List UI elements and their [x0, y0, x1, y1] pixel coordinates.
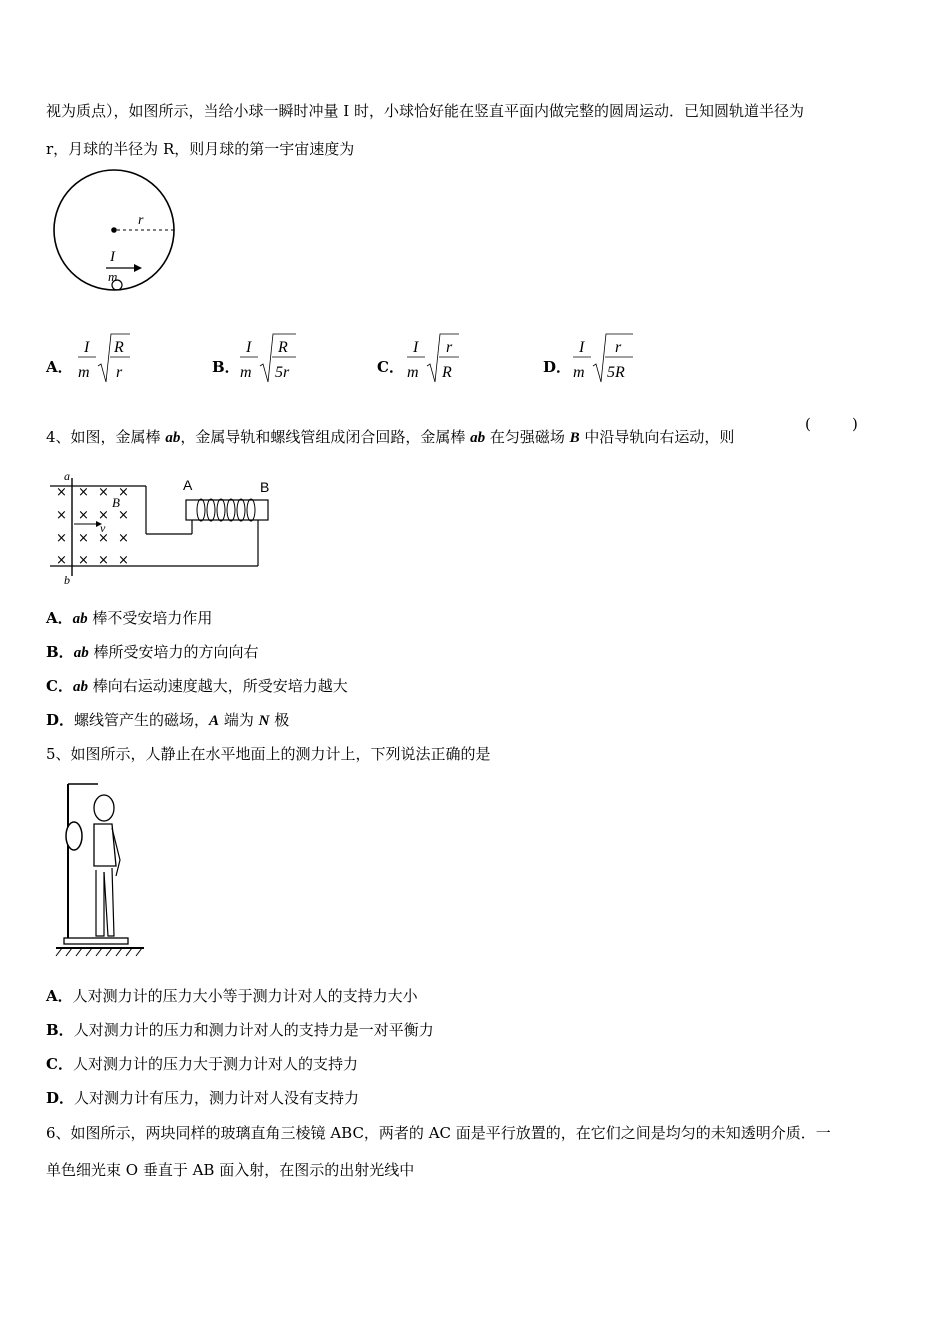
svg-text:I: I [246, 339, 252, 356]
svg-text:×: × [98, 508, 109, 523]
scale-dial [66, 822, 82, 850]
svg-text:m: m [240, 364, 252, 381]
svg-text:×: × [118, 508, 129, 523]
svg-text:×: × [98, 485, 109, 500]
svg-text:R: R [114, 339, 124, 356]
impulse-label: I [110, 249, 115, 265]
rod-end-b-label: b [64, 573, 70, 587]
option-label: A． [46, 358, 73, 376]
q3-option-d[interactable] [543, 328, 653, 388]
q5-option-d[interactable]: D．人对测力计有压力，测力计对人没有支持力 [46, 1089, 360, 1107]
svg-text:×: × [56, 508, 67, 523]
formula [240, 328, 320, 388]
q3-stem-line1: 视为质点），如图所示，当给小球一瞬时冲量 I 时，小球恰好能在竖直平面内做完整的圆周运动．已知圆轨道半径为 [46, 102, 804, 120]
q6-stem-line1: 6、如图所示，两块同样的玻璃直角三棱镜 ABC，两者的 AC 面是平行放置的，在它们之间是均匀的未知透明介质．一 [46, 1124, 831, 1142]
svg-text:×: × [98, 531, 109, 546]
answer-paren-open: ( [805, 415, 811, 433]
q5-option-b[interactable]: B．人对测力计的压力和测力计对人的支持力是一对平衡力 [46, 1021, 434, 1039]
svg-text:I: I [413, 339, 419, 356]
q5-person-on-scale-figure [54, 780, 154, 965]
answer-paren-close: ) [852, 415, 858, 433]
q5-option-c[interactable]: C．人对测力计的压力大于测力计对人的支持力 [46, 1055, 358, 1073]
formula [74, 328, 146, 388]
rod-end-a-label: a [64, 470, 70, 483]
svg-text:×: × [56, 485, 67, 500]
svg-text:×: × [78, 485, 89, 500]
q4-option-c[interactable]: C．ab 棒向右运动速度越大，所受安培力越大 [46, 677, 348, 695]
svg-text:5r: 5r [275, 364, 290, 381]
q4-stem: 4、如图，金属棒 ab，金属导轨和螺线管组成闭合回路，金属棒 ab 在匀强磁场 B 中沿导轨向右运动，则 [46, 428, 735, 446]
svg-text:×: × [118, 553, 129, 568]
option-label: C． [377, 358, 404, 376]
q5-option-a[interactable]: A．人对测力计的压力大小等于测力计对人的支持力大小 [46, 987, 418, 1005]
svg-text:I: I [84, 339, 90, 356]
svg-text:5R: 5R [607, 364, 625, 381]
q3-option-b[interactable] [212, 328, 322, 388]
q3-option-a[interactable] [46, 328, 146, 388]
velocity-label: v [100, 521, 106, 535]
svg-text:R: R [278, 339, 288, 356]
q4-option-d[interactable]: D．螺线管产生的磁场，A 端为 N 极 [46, 711, 290, 729]
svg-text:×: × [98, 553, 109, 568]
track-center-dot [111, 227, 117, 233]
svg-text:×: × [118, 531, 129, 546]
svg-text:×: × [78, 531, 89, 546]
svg-text:×: × [56, 531, 67, 546]
svg-text:R: R [442, 364, 452, 381]
svg-text:×: × [78, 553, 89, 568]
option-label: D． [543, 358, 572, 376]
q4-option-b[interactable]: B．ab 棒所受安培力的方向向右 [46, 643, 259, 661]
q3-stem-line2: r，月球的半径为 R，则月球的第一宇宙速度为 [46, 140, 355, 158]
formula [571, 328, 651, 388]
q4-rail-solenoid-figure [46, 470, 276, 588]
q6-stem-line2: 单色细光束 O 垂直于 AB 面入射，在图示的出射光线中 [46, 1161, 415, 1179]
q5-stem: 5、如图所示，人静止在水平地面上的测力计上，下列说法正确的是 [46, 745, 491, 763]
ground-hatching [56, 948, 142, 956]
impulse-arrowhead [134, 264, 142, 272]
svg-text:r: r [615, 339, 622, 356]
solenoid-end-B-label: B [260, 479, 270, 495]
svg-text:×: × [56, 553, 67, 568]
radius-label: r [138, 213, 144, 228]
svg-text:m: m [78, 364, 90, 381]
q3-option-c[interactable] [377, 328, 477, 388]
svg-text:m: m [407, 364, 419, 381]
person-head [94, 795, 114, 821]
q3-circular-track-figure [46, 168, 186, 298]
svg-text:r: r [446, 339, 453, 356]
svg-text:r: r [116, 364, 123, 381]
option-label: B． [212, 358, 240, 376]
formula [405, 328, 477, 388]
svg-text:×: × [78, 508, 89, 523]
q4-option-a[interactable]: A．ab 棒不受安培力作用 [46, 609, 213, 627]
field-B-label: B [112, 495, 120, 510]
mass-label: m [108, 269, 118, 284]
svg-text:×: × [118, 485, 129, 500]
solenoid-end-A-label: A [183, 477, 193, 493]
svg-text:I: I [579, 339, 585, 356]
svg-text:m: m [573, 364, 585, 381]
